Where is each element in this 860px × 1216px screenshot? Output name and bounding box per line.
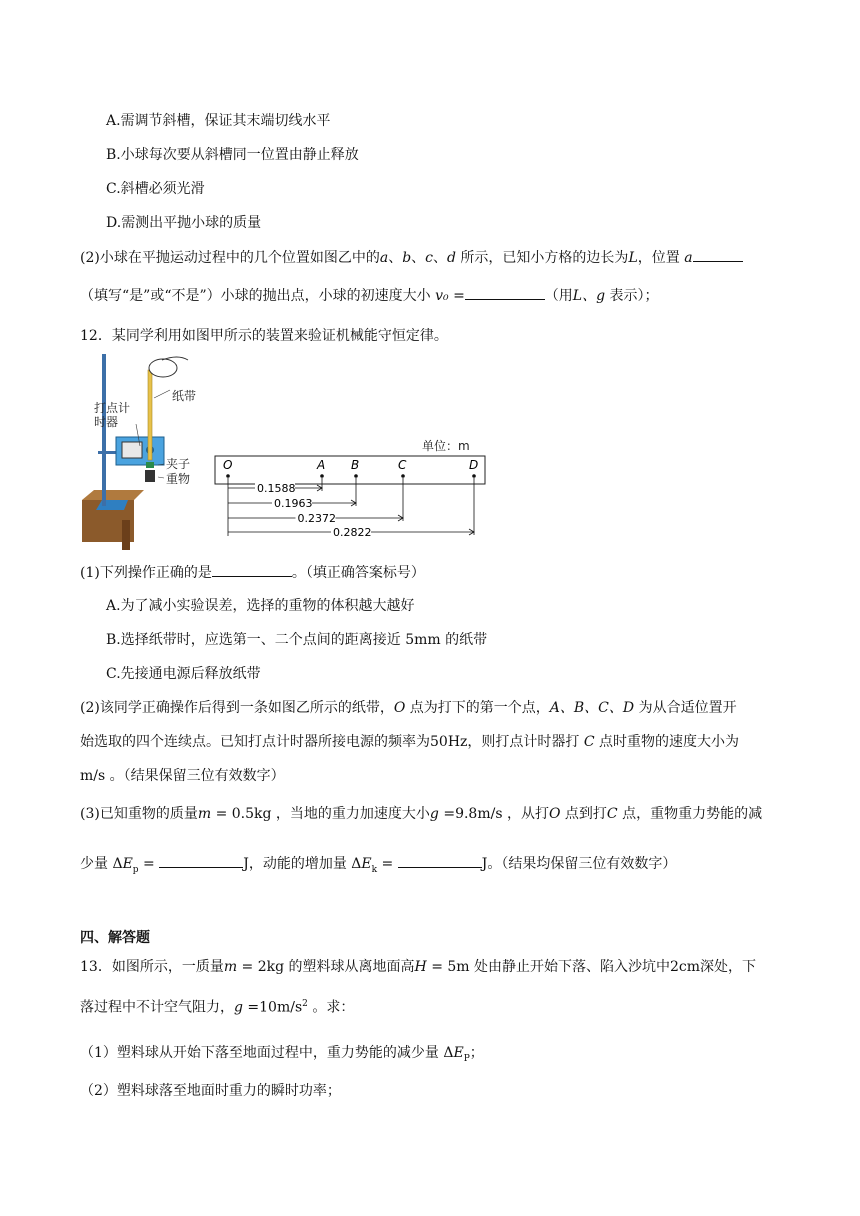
section-heading: 四、解答题 (80, 930, 150, 946)
text: 少量 Δ (80, 856, 123, 872)
text: 、 (433, 250, 448, 266)
answer-blank-ep[interactable] (159, 853, 243, 868)
q13-part1 (80, 1043, 484, 1069)
text: （1）塑料球从开始下落至地面过程中，重力势能的减少量 Δ (80, 1045, 454, 1061)
unit-label: 单位：m (422, 439, 470, 453)
var-m: m (197, 806, 212, 822)
var-o: O (393, 700, 406, 716)
var-e: E (122, 856, 133, 872)
tape-point-dot (401, 474, 405, 478)
var-c: C (606, 806, 618, 822)
var-c: C (583, 734, 595, 750)
q12-stem: 12．某同学利用如图甲所示的装置来验证机械能守恒定律。 (80, 328, 448, 344)
text: J。（结果均保留三位有效数字） (481, 856, 677, 872)
option-text: 先接通电源后释放纸带 (120, 666, 261, 682)
var-h: H (414, 959, 427, 975)
q11-option-b (106, 145, 359, 165)
text: 表示）； (609, 288, 659, 304)
text: (2)小球在平抛运动过程中的几个位置如图乙中的 (80, 250, 380, 266)
option-letter: C. (106, 181, 121, 197)
text: (2)该同学正确操作后得到一条如图乙所示的纸带， (80, 700, 394, 716)
text: 始选取的四个连续点。已知打点计时器所接电源的频率为50Hz，则打点计时器打 (80, 734, 580, 750)
option-text: 需调节斜槽，保证其末端切线水平 (120, 113, 331, 129)
option-text: 选择纸带时，应选第一、二个点间的距离接近 5mm 的纸带 (120, 632, 488, 648)
q12-part1 (80, 562, 425, 583)
label-clip: 夹子 (166, 457, 191, 471)
text: = 0.5kg ，当地的重力加速度大小 (211, 806, 430, 822)
q12-part2-line1 (80, 698, 737, 718)
q12-option-c (106, 664, 261, 684)
text: （用 (544, 288, 573, 304)
dimension-value: 0.2372 (297, 512, 336, 525)
text: (3)已知重物的质量 (80, 806, 198, 822)
text: 点，重物重力势能的减 (617, 806, 763, 822)
label-timer-2: 时器 (94, 415, 119, 429)
option-text: 小球每次要从斜槽同一位置由静止释放 (120, 147, 359, 163)
tape-point-dot (354, 474, 358, 478)
text: 、 (388, 250, 403, 266)
dimension-value: 0.1588 (257, 482, 296, 495)
option-letter: B. (106, 147, 121, 163)
var-e: E (453, 1045, 464, 1061)
var-m: m (223, 959, 238, 975)
text: （填写“是”或“不是”）小球的抛出点，小球的初速度大小 (80, 288, 431, 304)
text: 点到打 (560, 806, 607, 822)
paper-tape (215, 456, 485, 484)
text: ； (469, 1045, 484, 1061)
label-timer: 打点计 (94, 401, 131, 415)
text: = 5m 处由静止开始下落、陷入沙坑中2cm深处，下 (426, 959, 757, 975)
option-letter: A. (106, 113, 121, 129)
q12-part2-line2 (80, 732, 739, 752)
label-tape: 纸带 (172, 389, 197, 403)
subscript-k: k (371, 864, 378, 875)
text: ，位置 (637, 250, 680, 266)
var-b: b (402, 250, 412, 266)
var-abcd: A、B、C、D (549, 700, 635, 716)
text: 点为打下的第一个点， (405, 700, 550, 716)
q11-option-c (106, 179, 205, 199)
answer-blank-ek[interactable] (398, 853, 482, 868)
text: =9.8m/s ，从打 (438, 806, 549, 822)
var-a: a (684, 250, 693, 266)
q11-option-d (106, 213, 261, 233)
tape-point-dot (472, 474, 476, 478)
option-text: 为了减小实验误差，选择的重物的体积越大越好 (120, 598, 415, 614)
option-text: 斜槽必须光滑 (120, 181, 205, 197)
tape-point-label: C (398, 458, 407, 472)
var-c: c (425, 250, 434, 266)
subscript-p: p (132, 864, 139, 875)
var-o: O (548, 806, 561, 822)
q11-part2-line1 (80, 247, 743, 268)
superscript: 2 (302, 999, 308, 1009)
dimension-value: 0.1963 (274, 497, 313, 510)
text: 为从合适位置开 (634, 700, 737, 716)
var-l-g: L、g (572, 288, 606, 304)
subscript-p: P (463, 1053, 470, 1064)
text: = (138, 856, 155, 872)
text: 。（填正确答案标号） (291, 565, 425, 581)
q12-part2-line3: m/s 。（结果保留三位有效数字） (80, 768, 285, 784)
q12-figure (78, 350, 498, 555)
text: 13．如图所示，一质量 (80, 959, 224, 975)
q11-part2-line2 (80, 285, 659, 306)
var-e: E (361, 856, 372, 872)
text: (1)下列操作正确的是 (80, 565, 212, 581)
option-text: 需测出平抛小球的质量 (121, 215, 262, 231)
q12-part3-line2 (80, 853, 676, 880)
q13-line1 (80, 957, 756, 977)
text: = (377, 856, 394, 872)
option-letter: C. (106, 666, 121, 682)
q12-part3-line1 (80, 804, 762, 824)
var-g: g (234, 999, 243, 1016)
answer-blank[interactable] (465, 285, 545, 300)
var-a: a (379, 250, 389, 266)
tape-point-label: D (469, 458, 479, 472)
option-letter: A. (106, 598, 121, 614)
text: 。求： (307, 999, 355, 1016)
tape-point-label: B (351, 458, 360, 472)
text: 、 (411, 250, 426, 266)
label-weight: 重物 (166, 472, 191, 486)
var-v0: v₀ = (435, 288, 465, 304)
option-letter: D. (106, 215, 122, 231)
option-letter: B. (106, 632, 121, 648)
text: =10m/s (242, 999, 303, 1016)
var-l: L (628, 250, 638, 266)
q13-line2 (80, 994, 354, 1018)
q11-option-a (106, 111, 331, 131)
var-d: d (447, 250, 456, 266)
q12-option-b (106, 630, 487, 650)
q12-option-a (106, 596, 415, 616)
text: 点时重物的速度大小为 (594, 734, 740, 750)
tape-dimensions (228, 478, 474, 539)
apparatus-illustration (82, 354, 191, 550)
tape-point-label: O (223, 458, 233, 472)
text: = 2kg 的塑料球从离地面高 (237, 959, 415, 975)
text: 落过程中不计空气阻力， (80, 999, 234, 1016)
text: J，动能的增加量 Δ (243, 856, 362, 872)
tape-point-dot (226, 474, 230, 478)
tape-point-label: A (317, 458, 326, 472)
tape-point-dot (320, 474, 324, 478)
answer-blank[interactable] (693, 247, 743, 262)
q13-part2: （2）塑料球落至地面时重力的瞬时功率； (80, 1083, 341, 1099)
answer-blank[interactable] (212, 562, 292, 577)
text: 所示，已知小方格的边长为 (455, 250, 629, 266)
dimension-value: 0.2822 (333, 526, 372, 539)
var-g: g (429, 806, 439, 822)
